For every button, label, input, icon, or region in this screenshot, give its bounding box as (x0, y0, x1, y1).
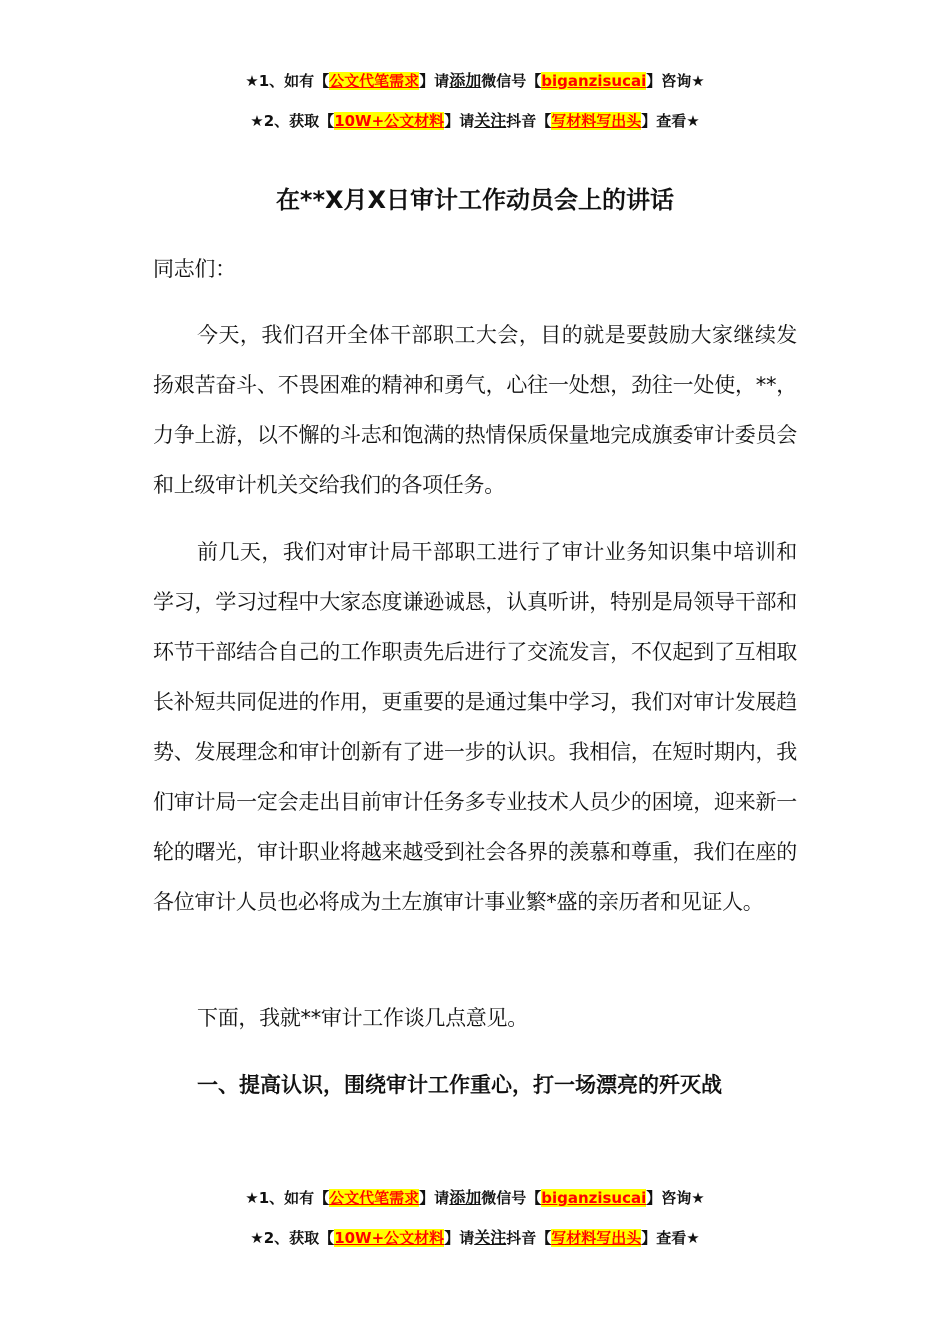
paragraph: 前几天，我们对审计局干部职工进行了审计业务知识集中培训和学习，学习过程中大家态度谦逊诚恳，认真听讲，特别是局领导干部和环节干部结合自己的工作职责先后进行了交流发言，不仅起到了互相取长补短共同促进的作用，更重要的是通过集中学习，我们对审计发展趋势、发展理念和审计创新有了进一步的认识。我相信，在短时期内，我们审计局一定会走出目前审计任务多专业技术人员少的困境，迎来新一轮的曙光，审计职业将越来越受到社会各界的羡慕和尊重，我们在座的各位审计人员也必将成为土左旗审计事业繁*盛的亲历者和见证人。 (153, 540, 797, 914)
ad-line-2-footer: ★2、获取【10W+公文材料】请关注抖音【写材料写出头】查看★ (250, 1228, 700, 1247)
ad-line-1: ★1、如有【公文代笔需求】请添加微信号【biganzisucai】咨询★ (245, 71, 705, 90)
ad-highlight: 写材料写出头 (551, 112, 642, 130)
ad-highlight: 公文代笔需求 (329, 1189, 420, 1207)
ad-highlight: 公文代笔需求 (329, 72, 420, 90)
ad-highlight: 写材料写出头 (551, 1229, 642, 1247)
ad-highlight: 10W+公文材料 (334, 1229, 445, 1247)
ad-highlight: biganzisucai (541, 1189, 647, 1207)
paragraph: 下面，我就**审计工作谈几点意见。 (197, 1006, 528, 1030)
ad-line-1-footer: ★1、如有【公文代笔需求】请添加微信号【biganzisucai】咨询★ (245, 1188, 705, 1207)
section-heading: 一、提高认识，围绕审计工作重心，打一场漂亮的歼灭战 (197, 1073, 722, 1097)
salutation: 同志们： (153, 257, 236, 281)
document-title: 在**X月X日审计工作动员会上的讲话 (275, 186, 675, 214)
ad-highlight: 10W+公文材料 (334, 112, 445, 130)
ad-highlight: biganzisucai (541, 72, 647, 90)
paragraph: 今天，我们召开全体干部职工大会，目的就是要鼓励大家继续发扬艰苦奋斗、不畏困难的精神和勇气，心往一处想，劲往一处使，**，力争上游，以不懈的斗志和饱满的热情保质保量地完成旗委审计委员会和上级审计机关交给我们的各项任务。 (153, 323, 797, 497)
ad-line-2: ★2、获取【10W+公文材料】请关注抖音【写材料写出头】查看★ (250, 111, 700, 130)
